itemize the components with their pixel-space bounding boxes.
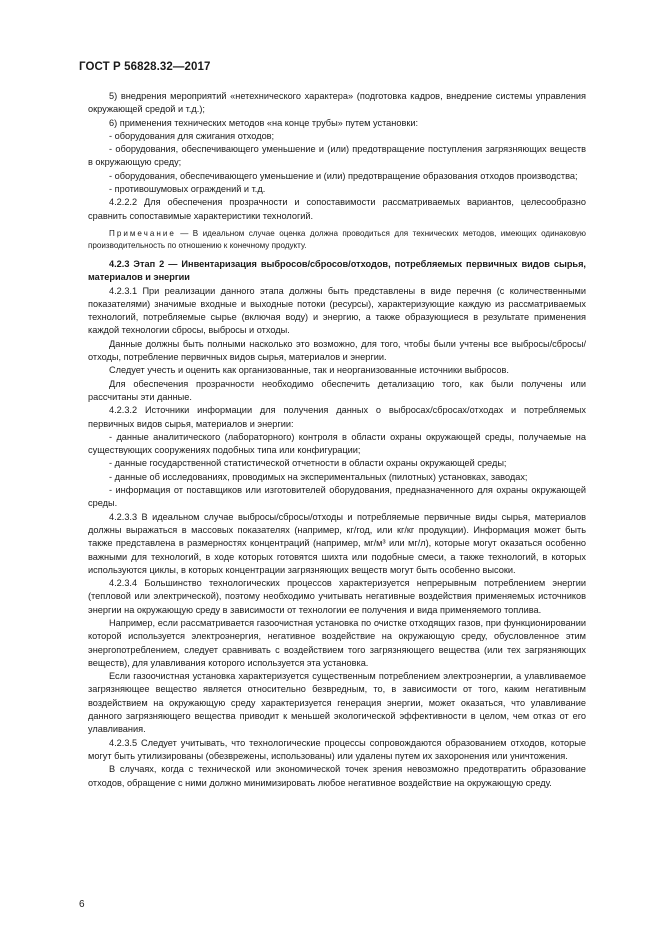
list-item: - данные об исследованиях, проводимых на экспериментальных (пилотных) установках, заводах; bbox=[109, 471, 528, 482]
section-heading-4-2-3: 4.2.3 Этап 2 — Инвентаризация выбросов/сбросов/отходов, потребляемых первичных видов сырья, материалов и энергии bbox=[88, 258, 586, 283]
clause-4-2-3-5: 4.2.3.5 Следует учитывать, что технологические процессы сопровождаются образованием отходов, которые могут быть утилизированы (обезврежены, использованы) или удалены путем их захоронения или уничтожения. bbox=[88, 737, 586, 761]
body-paragraph: В случаях, когда с технической или экономической точек зрения невозможно предотвратить образование отходов, обращение с ними должно минимизировать любое негативное воздействие на окружающую среду. bbox=[88, 764, 586, 788]
list-item-6: 6) применения технических методов «на конце трубы» путем установки: bbox=[109, 117, 419, 128]
equipment-item-waste-reduction: - оборудования, обеспечивающего уменьшение и (или) предотвращение образования отходов производства; bbox=[109, 170, 578, 181]
list-item-5: 5) внедрения мероприятий «нетехнического характера» (подготовка кадров, внедрение системы управления окружающей средой и т.д.); bbox=[88, 91, 586, 115]
list-item: - данные аналитического (лабораторного) контроля в области охраны окружающей среды, получаемые на существующих сооружениях подобных типа или конфигурации; bbox=[88, 431, 586, 456]
page-number: 6 bbox=[79, 899, 85, 910]
body-paragraph: Если газоочистная установка характеризуется существенным потреблением электроэнергии, а улавливаемое загрязняющее вещество является относительно безвредным, то, в зависимости от того, каким негативным воздействием на окружающую среду характеризуется генерация энергии, может оказаться, что улавливание данного загрязняющего вещества приводит к меньшей экологической эффективности в целом, чем отказ от его улавливания. bbox=[88, 671, 586, 735]
clause-4-2-3-4: 4.2.3.4 Большинство технологических процессов характеризуется непрерывным потреблением энергии (тепловой или электрической), поэтому необходимо учитывать негативные воздействия применяемых источников энергии на окружающую среду в зависимости от технологии ее получения и вида применяемого топлива. bbox=[88, 578, 586, 615]
body-paragraph: Для обеспечения прозрачности необходимо обеспечить детализацию того, как были получены или рассчитаны эти данные. bbox=[88, 378, 586, 402]
standard-code-header: ГОСТ Р 56828.32—2017 bbox=[79, 61, 211, 73]
note-label: Примечание bbox=[109, 228, 176, 238]
note-paragraph bbox=[88, 228, 586, 252]
clause-4-2-3-3: 4.2.3.3 В идеальном случае выбросы/сбросы/отходы и потребляемые первичные виды сырья, материалов должны выражаться в массовых показателях (например, кг/год, или кг/кг продукции). Информация может быть также представлена в размерностях концентраций (например, мг/м³ или мг/л), которые могут оказаться особенно важными для технологий, в ходе которых готовятся шихта или подобные смеси, а также технологий, в которых используются циклы, в которых концентрации загрязняющих веществ могут быть особенно высоки. bbox=[88, 511, 586, 575]
body-paragraph: Данные должны быть полными насколько это возможно, для того, чтобы были учтены все выбросы/сбросы/отходы, потребление первичных видов сырья, материалов и энергии. bbox=[88, 338, 586, 363]
list-item: - данные государственной статистической отчетности в области охраны окружающей среды; bbox=[109, 458, 507, 469]
equipment-item-noise-barriers: - противошумовых ограждений и т.д. bbox=[109, 184, 266, 195]
clause-4-2-3-2: 4.2.3.2 Источники информации для получения данных о выбросах/сбросах/отходах и потребляемых первичных видов сырья, материалов и энергии: bbox=[88, 405, 586, 429]
body-paragraph: Например, если рассматривается газоочистная установка по очистке отходящих газов, при функционировании которой используется электроэнергия, негативное воздействие на окружающую среду, обусловленное этим энергопотреблением, следует сравнивать с воздействием того загрязняющего вещества (или тех загрязняющих веществ), для улавливания которого используется эта установка. bbox=[88, 617, 586, 668]
document-body bbox=[88, 90, 586, 790]
equipment-item-incineration: - оборудования для сжигания отходов; bbox=[109, 130, 275, 141]
body-paragraph: Следует учесть и оценить как организованные, так и неорганизованные источники выбросов. bbox=[109, 365, 509, 376]
clause-4-2-2-2: 4.2.2.2 Для обеспечения прозрачности и сопоставимости рассматриваемых вариантов, целесообразно сравнить сопоставимые характеристики технологий. bbox=[88, 197, 586, 221]
clause-4-2-3-1: 4.2.3.1 При реализации данного этапа должны быть представлены в виде перечня (с количественными показателями) значимые входные и выходные потоки (ресурсы), характеризующие каждую из рассматриваемых технологий, потребляемые сырье (включая воду) и энергию, а также образующиеся в результате применения каждой технологии сбросы, выбросы и отходы. bbox=[88, 285, 586, 336]
equipment-item-emission-reduction: - оборудования, обеспечивающего уменьшение и (или) предотвращение поступления загрязняющих веществ в окружающую среду; bbox=[88, 144, 586, 168]
list-item: - информация от поставщиков или изготовителей оборудования, предназначенного для охраны окружающей среды. bbox=[88, 485, 586, 509]
note-text: — В идеальном случае оценка должна проводиться для технических методов, имеющих одинаковую производительность по отношению к конечному продукту. bbox=[88, 228, 586, 250]
